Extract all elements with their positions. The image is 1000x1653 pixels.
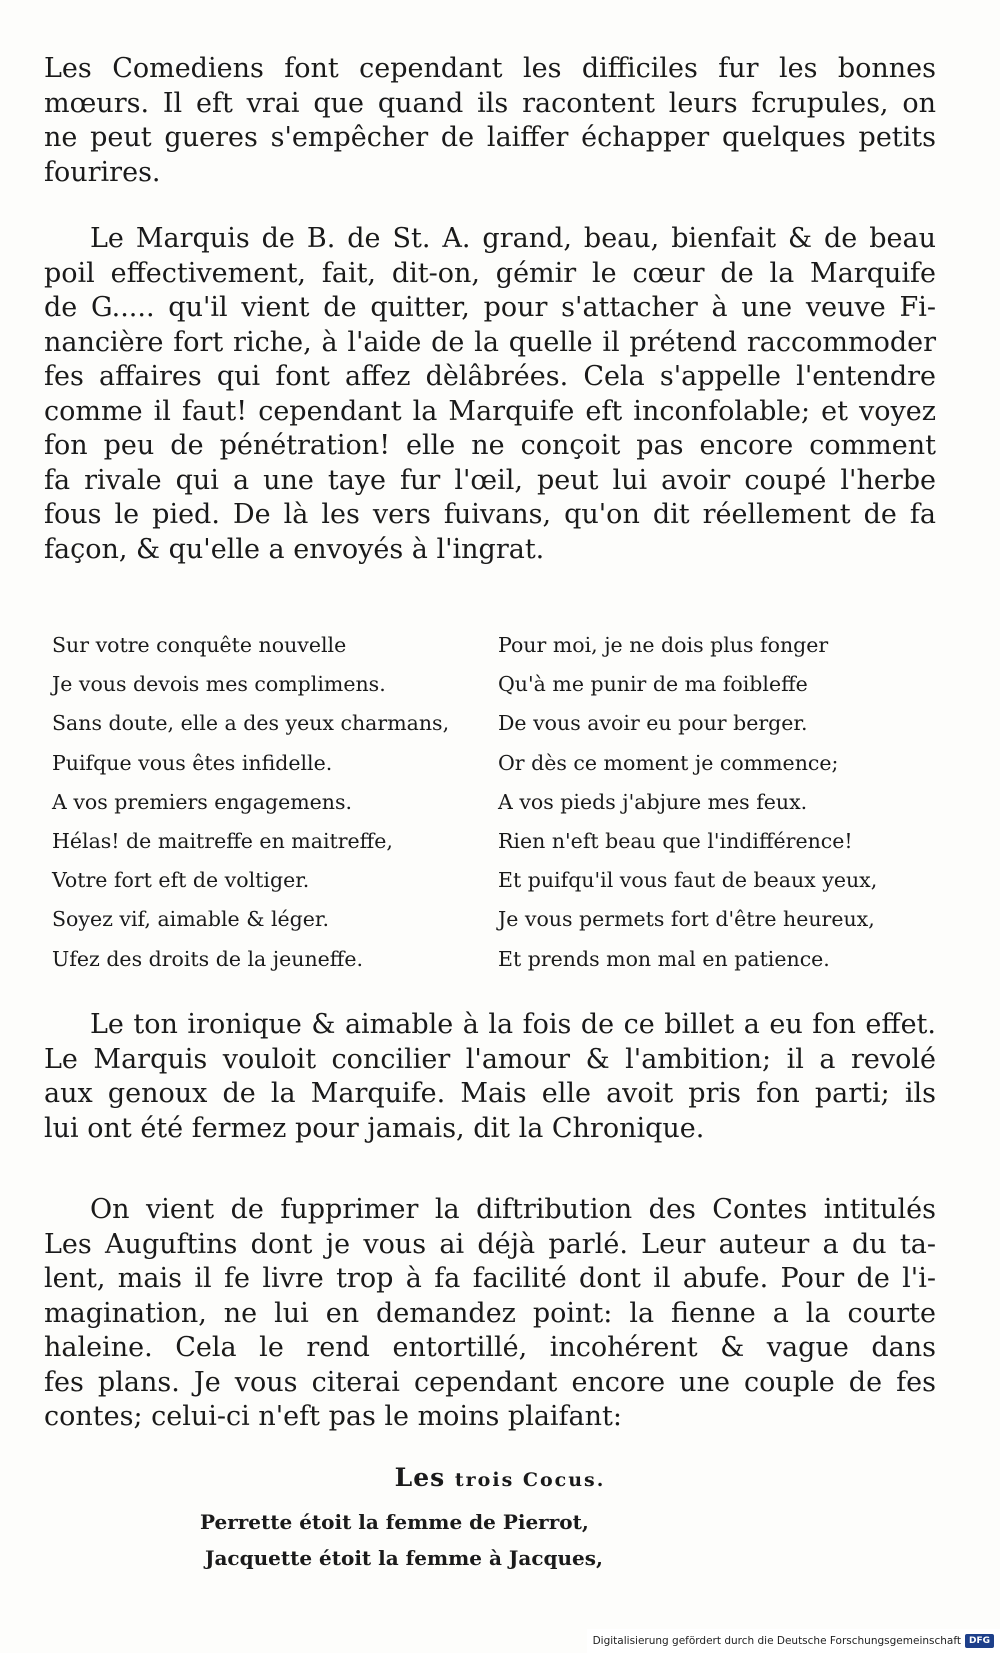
story-title-first: Les xyxy=(394,1463,446,1492)
poem-verse: Je vous permets fort d'être heureux, xyxy=(498,907,875,932)
text-line: lui ont été fermez pour jamais, dit la Chronique. xyxy=(44,1112,705,1144)
poem-verse: Et puifqu'il vous faut de beaux yeux, xyxy=(498,868,878,893)
text-line: fes plans. Je vous citerai cependant encore une couple de fes xyxy=(44,1366,936,1398)
poem-verse: A vos premiers engagemens. xyxy=(52,789,353,814)
text-line: fes affaires qui font affez dèlâbrées. Cela s'appelle l'entendre xyxy=(44,361,936,392)
poem-verse: Pour moi, je ne dois plus fonger xyxy=(498,633,829,657)
story-title-rest: trois Cocus. xyxy=(454,1469,606,1491)
poem-verse: Puifque vous êtes infidelle. xyxy=(52,750,333,775)
text-line: aux genoux de la Marquife. Mais elle avoit pris fon parti; ils xyxy=(44,1078,936,1109)
text-line: mœurs. Il eft vrai que quand ils racontent leurs fcrupules, on xyxy=(44,87,936,119)
text-line: fous le pied. De là les vers fuivans, qu'on dit réellement de fa xyxy=(44,499,936,530)
footer-text: Digitalisierung gefördert durch die Deutsche Forschungsgemeinschaft xyxy=(592,1635,961,1647)
poem-verse: Sans doute, elle a des yeux charmans, xyxy=(52,711,450,736)
poem-verse: De vous avoir eu pour berger. xyxy=(498,711,808,736)
digitization-footer xyxy=(587,1629,1000,1653)
text-line: Les Comediens font cependant les difficiles fur les bonnes xyxy=(44,53,936,84)
poem-verse: Or dès ce moment je commence; xyxy=(498,750,839,775)
poem-verse: Ufez des droits de la jeuneffe. xyxy=(52,946,364,971)
poem-verse: Je vous devois mes complimens. xyxy=(52,672,386,697)
text-line: ne peut gueres s'empêcher de laiffer échapper quelques petits xyxy=(44,122,936,153)
text-line: poil effectivement, fait, dit-on, gémir le cœur de la Marquife xyxy=(44,257,936,289)
poem-verse: Hélas! de maitreffe en maitreffe, xyxy=(52,829,393,854)
text-line: fourires. xyxy=(44,156,161,188)
poem-verse: Et prends mon mal en patience. xyxy=(498,946,830,971)
text-line: lent, mais il fe livre trop à fa facilité dont il abufe. Pour de l'i- xyxy=(44,1263,936,1294)
text-line: Le Marquis vouloit concilier l'amour & l'ambition; il a revolé xyxy=(44,1043,936,1075)
text-line: fon peu de pénétration! elle ne conçoit pas encore comment xyxy=(44,430,936,461)
poem-verse: Votre fort eft de voltiger. xyxy=(52,868,310,893)
paragraph-contes xyxy=(44,1193,936,1435)
text-line: façon, & qu'elle a envoyés à l'ingrat. xyxy=(44,533,545,565)
paragraph-billet xyxy=(44,1008,936,1146)
text-line: On vient de fupprimer la diftribution des Contes intitulés xyxy=(90,1194,936,1225)
poem xyxy=(52,626,932,986)
poem-verse: Rien n'eft beau que l'indifférence! xyxy=(498,829,853,854)
text-line: magination, ne lui en demandez point: la fienne a la courte xyxy=(44,1297,936,1329)
paragraph-comediens xyxy=(44,52,936,190)
poem-verse: Qu'à me punir de ma foibleffe xyxy=(498,672,808,697)
story-title xyxy=(0,1463,1000,1492)
dfg-logo-icon: DFG xyxy=(965,1634,994,1648)
poem-verse: Soyez vif, aimable & léger. xyxy=(52,907,329,932)
poem-verse: A vos pieds j'abjure mes feux. xyxy=(498,789,808,814)
text-line: Les Auguftins dont je vous ai déjà parlé. Leur auteur a du ta- xyxy=(44,1228,936,1260)
text-line: haleine. Cela le rend entortillé, incohérent & vague dans xyxy=(44,1332,936,1363)
poem-column-left xyxy=(52,626,449,979)
story-verse: Perrette étoit la femme de Pierrot, xyxy=(200,1510,589,1534)
text-line: de G..... qu'il vient de quitter, pour s'attacher à une veuve Fi- xyxy=(44,292,936,323)
text-line: Le ton ironique & aimable à la fois de ce billet a eu fon effet. xyxy=(90,1009,936,1040)
story-verse: Jacquette étoit la femme à Jacques, xyxy=(205,1546,603,1570)
text-line: comme il faut! cependant la Marquife eft inconfolable; et voyez xyxy=(44,395,936,427)
poem-verse: Sur votre conquête nouvelle xyxy=(52,633,347,657)
text-line: contes; celui-ci n'eft pas le moins plaifant: xyxy=(44,1401,622,1432)
poem-column-right xyxy=(498,626,877,979)
paragraph-marquis xyxy=(44,222,936,567)
text-line: nancière fort riche, à l'aide de la quelle il prétend raccommoder xyxy=(44,326,936,358)
text-line: Le Marquis de B. de St. A. grand, beau, bienfait & de beau xyxy=(90,223,936,254)
text-line: fa rivale qui a une taye fur l'œil, peut lui avoir coupé l'herbe xyxy=(44,464,936,496)
